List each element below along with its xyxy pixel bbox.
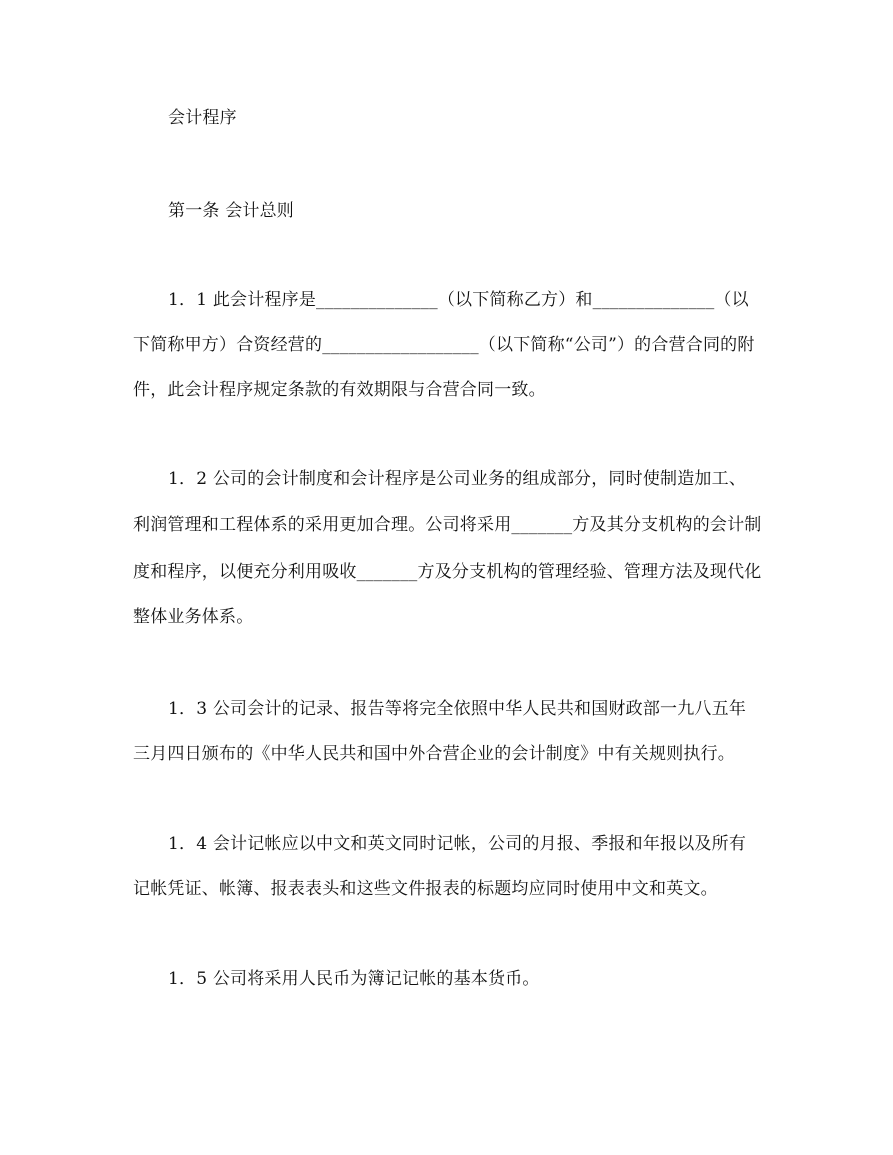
paragraph-line: 1．3 公司会计的记录、报告等将完全依照中华人民共和国财政部一九八五年 — [168, 699, 747, 719]
paragraph-line: 下简称甲方）合资经营的__________________（以下简称“公司”）的合营合同的附 — [133, 335, 755, 355]
paragraph-line: 度和程序，以便充分利用吸收_______方及分支机构的管理经验、管理方法及现代化 — [133, 562, 762, 582]
paragraph-line: 利润管理和工程体系的采用更加合理。公司将采用_______方及其分支机构的会计制 — [133, 515, 762, 535]
paragraph-line: 记帐凭证、帐簿、报表表头和这些文件报表的标题均应同时使用中文和英文。 — [133, 879, 718, 899]
paragraph-line: 1．5 公司将采用人民币为簿记记帐的基本货币。 — [168, 969, 540, 989]
document-title: 会计程序 — [168, 108, 237, 128]
paragraph-line: 1．4 会计记帐应以中文和英文同时记帐，公司的月报、季报和年报以及所有 — [168, 834, 747, 854]
paragraph-line: 1．1 此会计程序是______________（以下简称乙方）和______________（以 — [168, 290, 749, 310]
paragraph-line: 三月四日颁布的《中华人民共和国中外合营企业的会计制度》中有关规则执行。 — [133, 744, 735, 764]
paragraph-line: 整体业务体系。 — [133, 607, 254, 627]
paragraph-line: 1．2 公司的会计制度和会计程序是公司业务的组成部分，同时使制造加工、 — [168, 469, 747, 489]
article-heading: 第一条 会计总则 — [168, 201, 295, 221]
paragraph-line: 件，此会计程序规定条款的有效期限与合营合同一致。 — [133, 380, 546, 400]
